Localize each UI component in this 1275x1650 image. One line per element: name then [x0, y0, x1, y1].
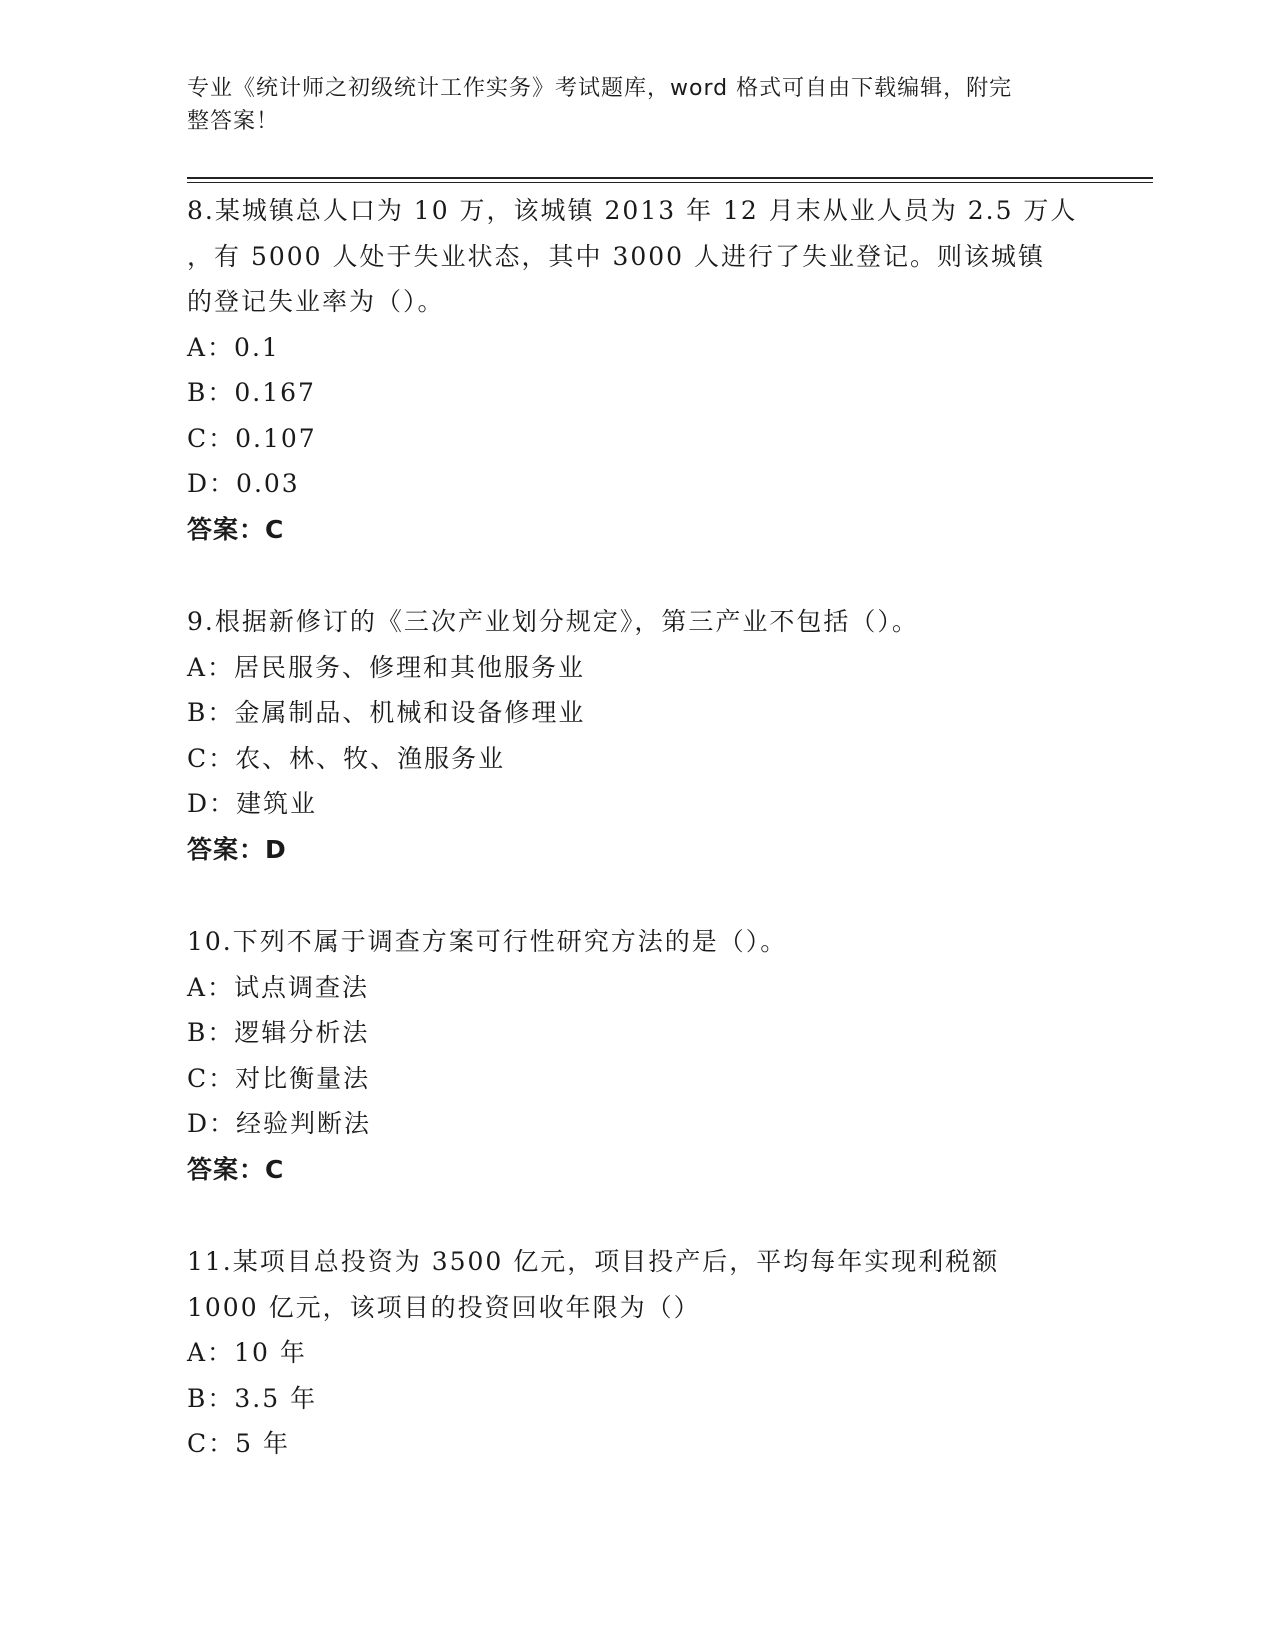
header-divider [187, 177, 1153, 179]
question-stem-line: 9.根据新修订的《三次产业划分规定》，第三产业不包括（）。 [187, 607, 919, 636]
question-stem-line: 8.某城镇总人口为 10 万，该城镇 2013 年 12 月末从业人员为 2.5 万人 [187, 196, 1078, 225]
option-c: C：对比衡量法 [187, 1063, 371, 1093]
answer-line: 答案：C [187, 1154, 285, 1184]
header-line-2: 整答案！ [187, 109, 280, 134]
option-d: D：0.03 [187, 469, 300, 498]
question-11 [187, 1239, 1087, 1467]
answer-line: 答案：D [187, 834, 287, 864]
option-b: B：金属制品、机械和设备修理业 [187, 698, 586, 727]
header-line-1: 专业《统计师之初级统计工作实务》考试题库，word 格式可自由下载编辑，附完 [187, 76, 1013, 101]
document-header [187, 72, 1067, 138]
option-b: B：0.167 [187, 378, 316, 407]
option-c: C：5 年 [187, 1429, 290, 1458]
option-d: D：经验判断法 [187, 1109, 372, 1138]
question-stem-line: 10.下列不属于调查方案可行性研究方法的是（）。 [187, 927, 788, 956]
header-divider-thin [187, 182, 1153, 183]
question-10 [187, 919, 1087, 1192]
option-d: D：建筑业 [187, 789, 318, 818]
answer-line: 答案：C [187, 514, 285, 544]
question-8 [187, 188, 1087, 552]
question-stem-line: ，有 5000 人处于失业状态，其中 3000 人进行了失业登记。则该城镇 [187, 241, 1046, 271]
question-stem-line: 11.某项目总投资为 3500 亿元，项目投产后，平均每年实现利税额 [187, 1247, 1000, 1276]
option-b: B：逻辑分析法 [187, 1018, 370, 1047]
option-c: C：农、林、牧、渔服务业 [187, 743, 506, 773]
question-stem-line: 1000 亿元，该项目的投资回收年限为（） [187, 1292, 701, 1322]
option-c: C：0.107 [187, 423, 317, 453]
option-b: B：3.5 年 [187, 1383, 318, 1413]
question-9 [187, 599, 1087, 872]
question-list [187, 188, 1087, 1514]
option-a: A：0.1 [187, 332, 280, 362]
option-a: A：10 年 [187, 1338, 307, 1367]
option-a: A：居民服务、修理和其他服务业 [187, 652, 586, 682]
option-a: A：试点调查法 [187, 972, 370, 1002]
question-stem-line: 的登记失业率为（）。 [187, 287, 445, 316]
